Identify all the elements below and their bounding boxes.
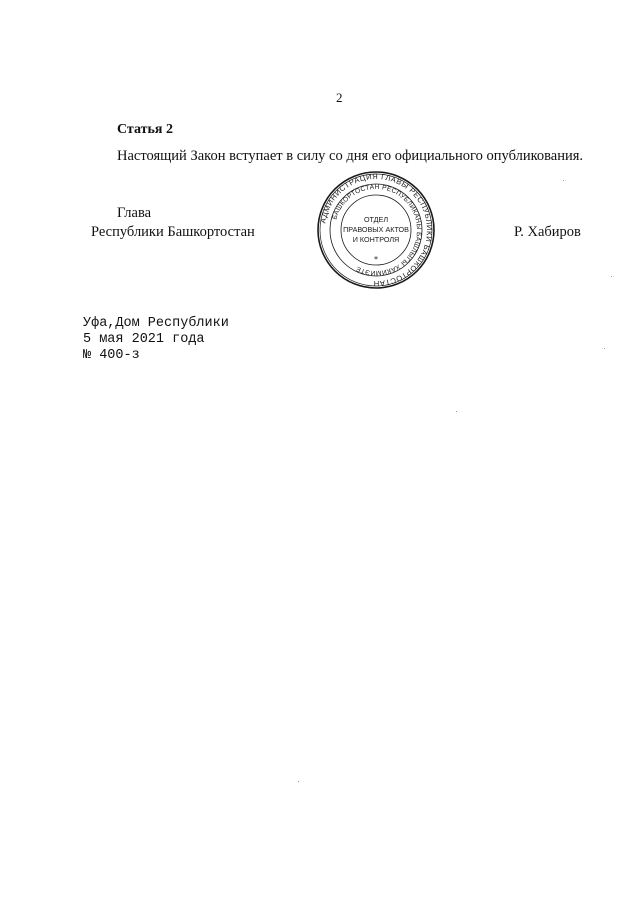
place-line: Уфа,Дом Республики: [83, 316, 229, 331]
law-number-line: № 400-з: [83, 348, 140, 363]
seal-star-icon: *: [374, 255, 378, 264]
signatory-name: Р. Хабиров: [514, 224, 581, 240]
seal-center-line2: ПРАВОВЫХ АКТОВ: [343, 225, 409, 234]
date-line: 5 мая 2021 года: [83, 332, 205, 347]
official-seal-stamp: [316, 170, 436, 290]
scan-speck: [298, 781, 299, 782]
seal-center-line1: ОТДЕЛ: [363, 215, 389, 224]
scan-speck: [456, 411, 457, 412]
page-number: 2: [336, 90, 343, 105]
article-text: Настоящий Закон вступает в силу со дня его официального опубликования.: [117, 148, 584, 164]
scan-speck: [611, 276, 612, 277]
scan-speck: [563, 180, 564, 181]
signatory-title-line1: Глава: [117, 205, 152, 221]
seal-outer-text: АДМИНИСТРАЦИЯ ГЛАВЫ РЕСПУБЛИКИ БАШКОРТОСТАН: [318, 171, 435, 289]
place-date-number-block: [83, 316, 229, 364]
seal-center-line3: И КОНТРОЛЯ: [352, 235, 400, 244]
article-title: Статья 2: [117, 122, 173, 137]
seal-inner-text: БАШКОРТОСТАН РЕСПУБЛИКАНЫ БАШЛЫГЫ ХАКИМИЭТЕ: [331, 183, 423, 277]
signatory-title-line2: Республики Башкортостан: [91, 224, 255, 240]
scan-speck: [604, 348, 605, 349]
